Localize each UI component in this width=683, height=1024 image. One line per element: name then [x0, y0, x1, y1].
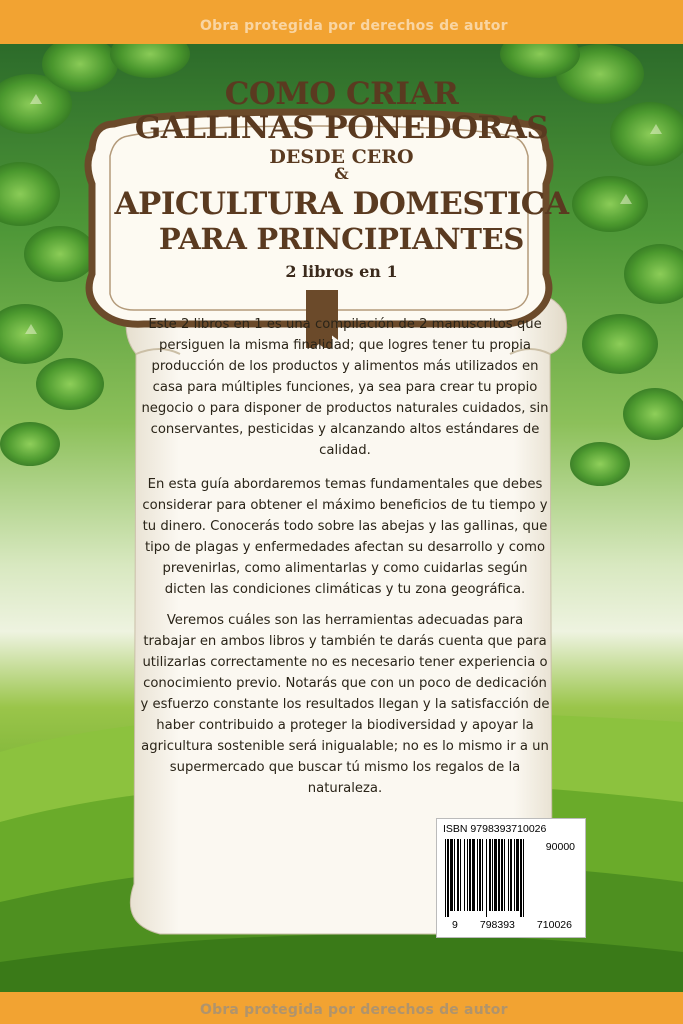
title-line-3: DESDE CERO — [269, 146, 414, 168]
barcode-bar — [454, 839, 455, 911]
barcode-bar — [508, 839, 509, 911]
barcode-bars — [443, 839, 581, 919]
barcode-bar — [477, 839, 478, 911]
barcode-bar — [486, 839, 487, 917]
title-line-4: APICULTURA DOMESTICA — [114, 186, 569, 222]
isbn-digits — [437, 919, 587, 931]
title-line-2: GALLINAS PONEDORAS — [134, 110, 549, 146]
isbn-digits-left: 798393 — [479, 919, 515, 931]
barcode-bar — [504, 839, 505, 911]
barcode-bar — [469, 839, 471, 911]
barcode-bar — [450, 839, 453, 911]
description-paragraph-2: En esta guía abordaremos temas fundamentales que debes considerar para obtener el máximo beneficios de tu tiempo y tu dinero. Conocerás todo sobre las abejas y las gallinas, que tipo de plagas y enfermedades afectan su desarrollo y como prevenirlas, como alimentarlas y como cuidarlas según dicten las condiciones climáticas y tu zona geográfica. — [142, 477, 548, 597]
barcode-bar — [479, 839, 481, 911]
barcode-bar — [523, 839, 524, 917]
barcode-bar — [492, 839, 493, 911]
barcode-bar — [472, 839, 475, 911]
isbn-label: ISBN 9798393710026 — [443, 823, 547, 835]
barcode-bar — [447, 839, 449, 917]
price-code: 90000 — [545, 841, 575, 853]
barcode-bar — [501, 839, 503, 911]
barcode-bar — [520, 839, 522, 917]
barcode-bar — [498, 839, 500, 911]
barcode-bar — [445, 839, 446, 917]
subtitle: 2 libros en 1 — [285, 262, 398, 281]
watermark-bottom: Obra protegida por derechos de autor — [200, 1002, 508, 1018]
description-paragraph-1: Este 2 libros en 1 es una compilación de 2 manuscritos que persiguen la misma finalidad; que logres tener tu propia producción de los productos y alimentos más utilizados en casa para múltiples funciones, ya sea para crear tu propio negocio o para disponer de productos naturales cuidados, sin conservantes, pesticidas y alcanzando altos estándares de calidad. — [141, 317, 549, 458]
barcode-bar — [510, 839, 512, 911]
isbn-barcode — [436, 818, 586, 938]
watermark-top: Obra protegida por derechos de autor — [200, 18, 508, 34]
barcode-bar — [514, 839, 515, 911]
barcode-bar — [489, 839, 491, 911]
barcode-bar — [457, 839, 459, 911]
barcode-bar — [516, 839, 519, 911]
barcode-bar — [494, 839, 497, 911]
isbn-digits-right: 710026 — [536, 919, 572, 931]
title-ampersand: & — [334, 164, 349, 183]
title-line-5: PARA PRINCIPIANTES — [158, 222, 525, 256]
barcode-bar — [482, 839, 483, 911]
isbn-digit-prefix: 9 — [452, 919, 458, 931]
description-paragraph-3: Veremos cuáles son las herramientas adecuadas para trabajar en ambos libros y también te darás cuenta que para utilizarlas correctamente no es necesario tener experiencia o conocimiento previo. Notarás que con un poco de dedicación y esfuerzo constante los resultados llegan y la satisfacción de haber contribuido a proteger la biodiversidad y apoyar la agricultura sostenible será inigualable; no es lo mismo ir a un supermercado que buscar tú mismo los regalos de la naturaleza. — [140, 613, 550, 796]
title-line-1: COMO CRIAR — [224, 76, 459, 112]
barcode-bar — [460, 839, 461, 911]
barcode-bar — [467, 839, 468, 911]
barcode-bar — [464, 839, 465, 911]
